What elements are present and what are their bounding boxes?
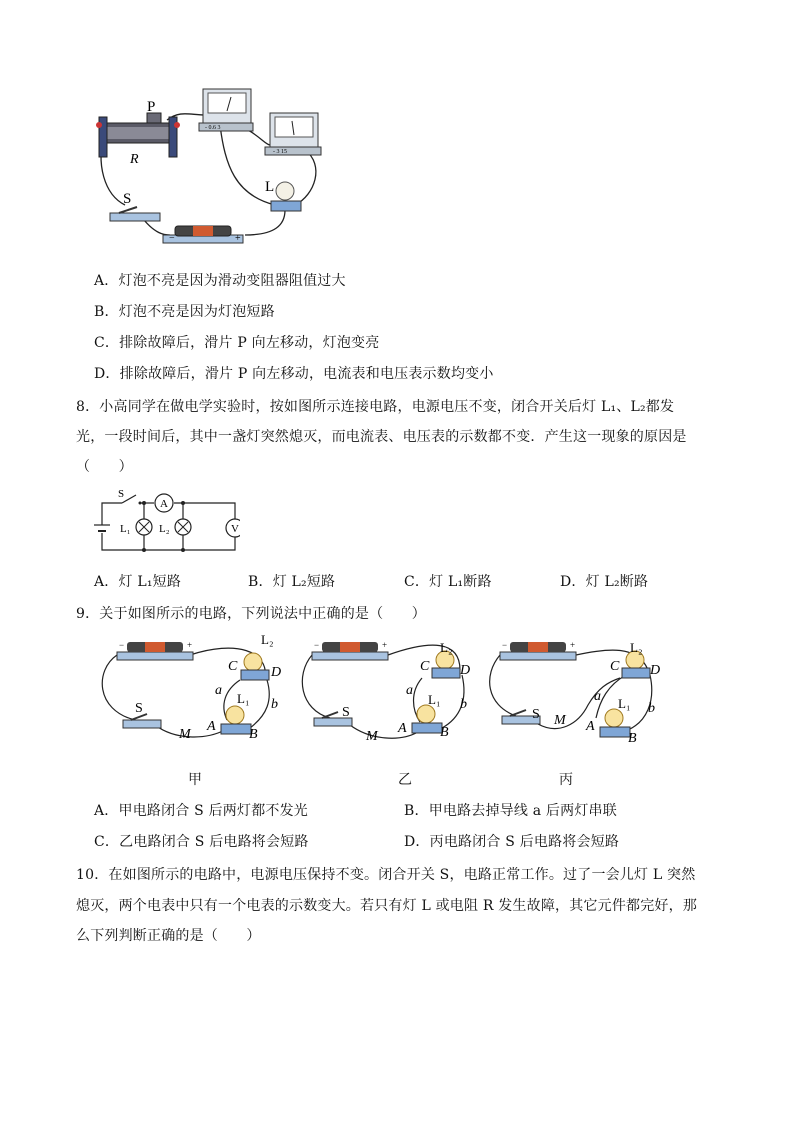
q9-yi-A: A [398,721,407,736]
q9-jia-A: A [207,719,216,734]
q9-jia-L2: L₂ [261,632,274,647]
q8-stem-line3: （ ） [76,459,133,475]
q9-yi-S: S [342,705,350,720]
q9-yi-D: D [460,663,471,678]
q10-stem-line3: 么下列判断正确的是（ ） [76,928,261,944]
q9-option-d[interactable]: D．丙电路闭合 S 后电路将会短路 [404,834,620,850]
q7-battery-minus: − [169,233,175,244]
q9-jia-B: B [249,727,258,742]
q9-circuit-yi [300,630,490,750]
q7-option-c[interactable]: C．排除故障后，滑片 P 向左移动，灯泡变亮 [94,335,380,351]
q9-jia-plus: + [187,640,193,650]
q9-yi-L1: L₁ [428,692,441,707]
q8-circuit-figure [90,485,240,557]
q7-battery-plus: + [235,233,241,244]
q9-bing-b: b [648,701,655,716]
q9-option-a[interactable]: A．甲电路闭合 S 后两灯都不发光 [94,803,309,819]
q10-stem-line1: 10．在如图所示的电路中，电源电压保持不变。闭合开关 S，电路正常工作。过了一会儿灯 L 突然 [76,867,696,883]
q7-label-R: R [130,152,139,167]
q7-label-L: L [265,179,275,195]
q9-jia-L1: L₁ [237,691,250,706]
q9-jia-C: C [228,659,238,674]
q9-bing-S: S [532,707,540,722]
q8-voltmeter-label: V [231,523,239,535]
q9-bing-minus: − [502,640,508,650]
q9-yi-b: b [460,697,467,712]
q9-bing-plus: + [570,640,576,650]
q9-yi-M: M [366,729,378,744]
q8-option-d[interactable]: D．灯 L₂断路 [560,574,649,590]
q9-bing-L1: L₁ [618,696,631,711]
q9-circuit-bing [488,630,678,750]
q9-yi-plus: + [382,640,388,650]
q9-bing-A: A [586,719,595,734]
q9-bing-a: a [594,689,601,704]
q8-option-b[interactable]: B．灯 L₂短路 [248,574,336,590]
q9-bing-B: B [628,731,637,746]
q9-jia-b: b [271,697,278,712]
q8-ammeter-label: A [160,498,168,510]
q9-bing-L2: L₂ [630,640,643,655]
q9-bing-M: M [554,713,566,728]
q9-yi-L2: L₂ [440,640,453,655]
q8-option-c[interactable]: C．灯 L₁断路 [404,574,492,590]
q9-stem: 9．关于如图所示的电路，下列说法中正确的是（ ） [76,606,426,622]
q8-option-a[interactable]: A．灯 L₁短路 [94,574,182,590]
q9-yi-minus: − [314,640,320,650]
q7-circuit-figure [95,85,335,255]
q9-jia-minus: − [119,640,125,650]
q7-voltmeter-scale: - 3 15 [273,149,287,155]
q9-bing-C: C [610,659,620,674]
q9-jia-D: D [271,665,282,680]
q7-option-b[interactable]: B．灯泡不亮是因为灯泡短路 [94,304,275,320]
q8-label-L2: L₂ [159,523,170,535]
q10-stem-line2: 熄灭，两个电表中只有一个电表的示数变大。若只有灯 L 或电阻 R 发生故障，其它元件都完好，那 [76,898,698,914]
q9-yi-a: a [406,683,413,698]
q9-caption-jia: 甲 [188,772,203,788]
q9-option-c[interactable]: C．乙电路闭合 S 后电路将会短路 [94,834,309,850]
q8-label-L1: L₁ [120,523,131,535]
q9-bing-D: D [650,663,661,678]
q8-switch-label: S [118,488,125,500]
q9-caption-bing: 丙 [559,772,574,788]
q7-ammeter-scale: - 0.6 3 [205,125,221,131]
q9-option-b[interactable]: B．甲电路去掉导线 a 后两灯串联 [404,803,617,819]
q8-stem-line1: 8．小高同学在做电学实验时，按如图所示连接电路，电源电压不变，闭合开关后灯 L₁、L₂都发 [76,399,675,415]
q9-circuit-jia [95,630,295,750]
q7-label-P: P [147,99,156,115]
q9-jia-S: S [135,701,143,716]
q8-stem-line2: 光，一段时间后，其中一盏灯突然熄灭，而电流表、电压表的示数都不变．产生这一现象的原因是 [76,429,687,445]
q9-yi-B: B [440,725,449,740]
q7-option-a[interactable]: A．灯泡不亮是因为滑动变阻器阻值过大 [94,273,346,289]
q7-label-S: S [123,191,132,207]
q9-yi-C: C [420,659,430,674]
q9-jia-a: a [215,683,222,698]
q7-option-d[interactable]: D．排除故障后，滑片 P 向左移动，电流表和电压表示数均变小 [94,366,494,382]
q9-caption-yi: 乙 [398,772,413,788]
q9-jia-M: M [179,727,191,742]
